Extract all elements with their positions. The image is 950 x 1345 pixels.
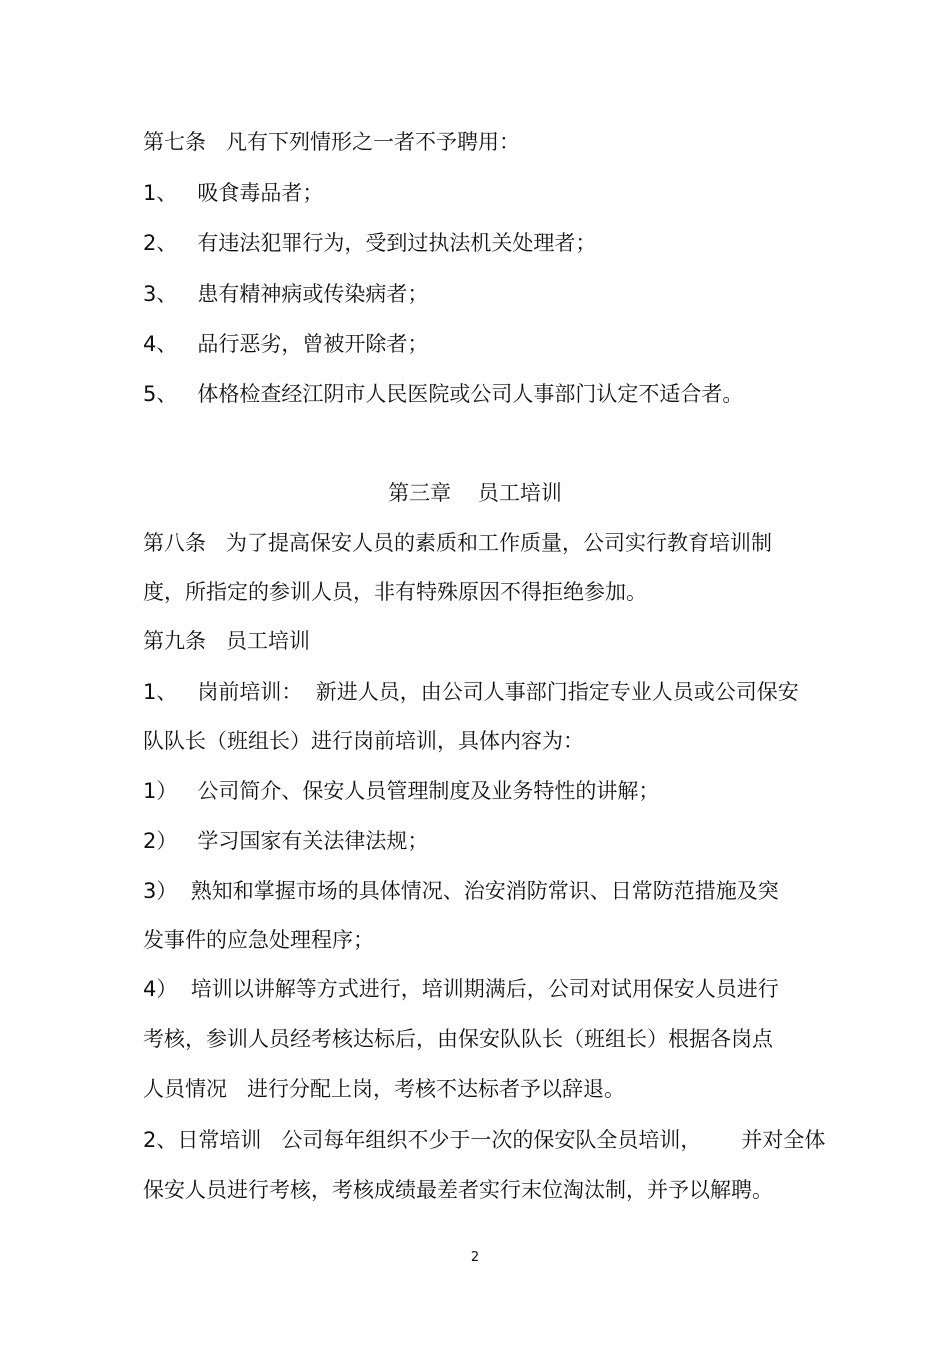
article-9-heading: 第九条 员工培训 [143, 629, 311, 653]
article-9-line-3: 1） 公司简介、保安人员管理制度及业务特性的讲解； [143, 779, 660, 803]
article-9-line-8: 考核，参训人员经考核达标后，由保安队队长（班组长）根据各岗点 [143, 1027, 773, 1051]
article-9-line-9: 人员情况 进行分配上岗，考核不达标者予以辞退。 [143, 1077, 626, 1101]
article-9-line-4: 2） 学习国家有关法律法规； [143, 829, 429, 853]
article-9-line-11: 保安人员进行考核，考核成绩最差者实行末位淘汰制，并予以解聘。 [143, 1178, 773, 1202]
article-8-line-1: 第八条 为了提高保安人员的素质和工作质量，公司实行教育培训制 [143, 531, 773, 555]
article-7-heading: 第七条 凡有下列情形之一者不予聘用： [143, 130, 521, 154]
chapter-3-title: 第三章 员工培训 [388, 481, 562, 505]
article-7-item-2: 2、 有违法犯罪行为，受到过执法机关处理者； [143, 231, 597, 255]
article-7-item-3: 3、 患有精神病或传染病者； [143, 282, 429, 306]
article-9-line-10: 2、日常培训 公司每年组织不少于一次的保安队全员培训， 并对全体 [143, 1128, 826, 1152]
article-8-line-2: 度，所指定的参训人员，非有特殊原因不得拒绝参加。 [143, 580, 647, 604]
article-7-item-4: 4、 品行恶劣，曾被开除者； [143, 332, 429, 356]
article-9-line-5: 3） 熟知和掌握市场的具体情况、治安消防常识、日常防范措施及突 [143, 879, 779, 903]
page-number: 2 [470, 1250, 480, 1265]
article-9-line-1: 1、 岗前培训： 新进人员，由公司人事部门指定专业人员或公司保安 [143, 680, 799, 704]
article-7-item-1: 1、 吸食毒品者； [143, 181, 324, 205]
article-9-line-7: 4） 培训以讲解等方式进行，培训期满后，公司对试用保安人员进行 [143, 977, 779, 1001]
article-9-line-2: 队队长（班组长）进行岗前培训，具体内容为： [143, 729, 584, 753]
article-7-item-5: 5、 体格检查经江阴市人民医院或公司人事部门认定不适合者。 [143, 382, 744, 406]
article-9-line-6: 发事件的应急处理程序； [143, 928, 374, 952]
